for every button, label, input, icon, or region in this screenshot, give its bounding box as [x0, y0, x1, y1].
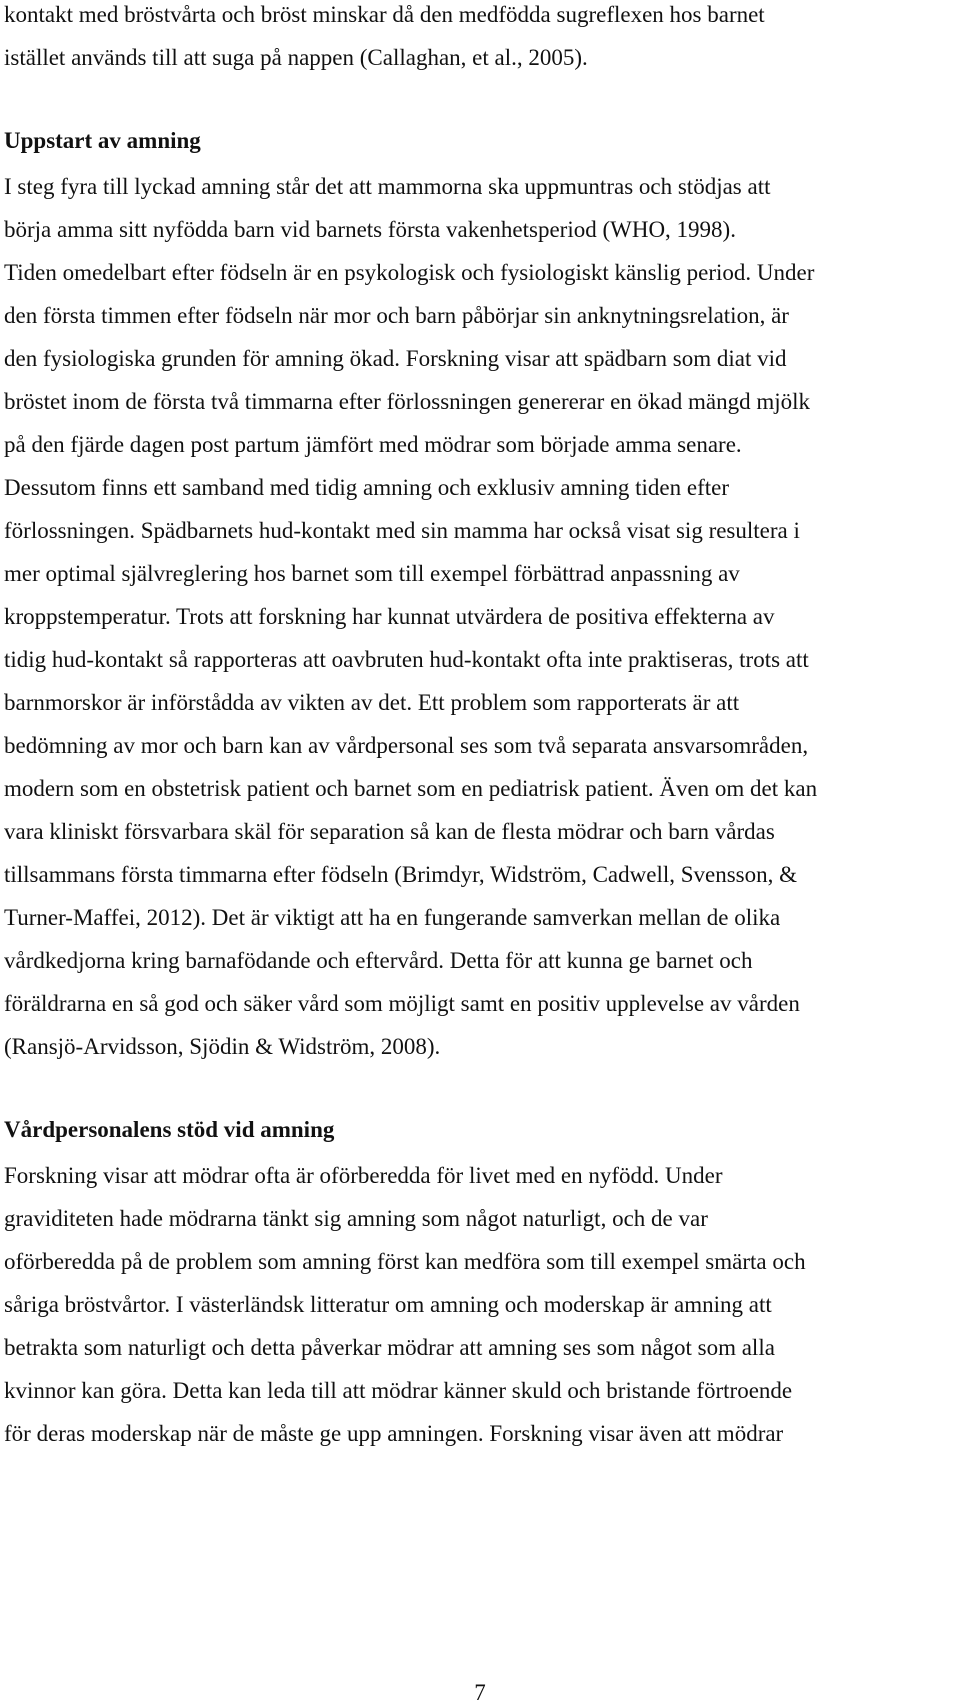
text-line: istället används till att suga på nappen (Callaghan, et al., 2005). — [4, 45, 588, 70]
text-line: oförberedda på de problem som amning först kan medföra som till exempel smärta och — [4, 1249, 806, 1274]
text-line: på den fjärde dagen post partum jämfört med mödrar som började amma senare. — [4, 432, 742, 457]
text-line: tidig hud-kontakt så rapporteras att oavbruten hud-kontakt ofta inte praktiseras, trots att — [4, 647, 809, 672]
text-line: föräldrarna en så god och säker vård som möjligt samt en positiv upplevelse av vården — [4, 991, 800, 1016]
section-heading-uppstart: Uppstart av amning — [4, 128, 201, 153]
text-line: förlossningen. Spädbarnets hud-kontakt med sin mamma har också visat sig resultera i — [4, 518, 800, 543]
text-line: den första timmen efter födseln när mor och barn påbörjar sin anknytningsrelation, är — [4, 303, 789, 328]
text-line: graviditeten hade mödrarna tänkt sig amning som något naturligt, och de var — [4, 1206, 708, 1231]
text-line: börja amma sitt nyfödda barn vid barnets första vakenhetsperiod (WHO, 1998). — [4, 217, 736, 242]
text-line: bröstet inom de första två timmarna efter förlossningen genererar en ökad mängd mjölk — [4, 389, 811, 414]
text-line: för deras moderskap när de måste ge upp amningen. Forskning visar även att mödrar — [4, 1421, 784, 1446]
text-line: vara kliniskt försvarbara skäl för separation så kan de flesta mödrar och barn vårdas — [4, 819, 775, 844]
text-line: Dessutom finns ett samband med tidig amning och exklusiv amning tiden efter — [4, 475, 730, 500]
text-line: vårdkedjorna kring barnafödande och eftervård. Detta för att kunna ge barnet och — [4, 948, 753, 973]
text-line: barnmorskor är införstådda av vikten av det. Ett problem som rapporterats är att — [4, 690, 740, 715]
text-line: modern som en obstetrisk patient och barnet som en pediatrisk patient. Även om det kan — [4, 776, 818, 801]
text-line: den fysiologiska grunden för amning ökad. Forskning visar att spädbarn som diat vid — [4, 346, 787, 371]
text-line: Tiden omedelbart efter födseln är en psykologisk och fysiologiskt känslig period. Under — [4, 260, 815, 285]
text-line: betrakta som naturligt och detta påverkar mödrar att amning ses som något som alla — [4, 1335, 775, 1360]
text-line: I steg fyra till lyckad amning står det att mammorna ska uppmuntras och stödjas att — [4, 174, 771, 199]
text-line: kvinnor kan göra. Detta kan leda till att mödrar känner skuld och bristande förtroende — [4, 1378, 793, 1403]
text-line: kontakt med bröstvårta och bröst minskar då den medfödda sugreflexen hos barnet — [4, 2, 765, 27]
page-number: 7 — [474, 1680, 486, 1705]
text-line: såriga bröstvårtor. I västerländsk litteratur om amning och moderskap är amning att — [4, 1292, 772, 1317]
section-heading-vardpersonal: Vårdpersonalens stöd vid amning — [4, 1117, 335, 1142]
text-line: Turner-Maffei, 2012). Det är viktigt att ha en fungerande samverkan mellan de olika — [4, 905, 781, 930]
text-line: (Ransjö-Arvidsson, Sjödin & Widström, 2008). — [4, 1034, 441, 1059]
text-line: kroppstemperatur. Trots att forskning har kunnat utvärdera de positiva effekterna av — [4, 604, 775, 629]
text-line: mer optimal självreglering hos barnet som till exempel förbättrad anpassning av — [4, 561, 740, 586]
text-line: bedömning av mor och barn kan av vårdpersonal ses som två separata ansvarsområden, — [4, 733, 809, 758]
text-line: tillsammans första timmarna efter födseln (Brimdyr, Widström, Cadwell, Svensson, & — [4, 862, 798, 887]
text-line: Forskning visar att mödrar ofta är oförberedda för livet med en nyfödd. Under — [4, 1163, 723, 1188]
